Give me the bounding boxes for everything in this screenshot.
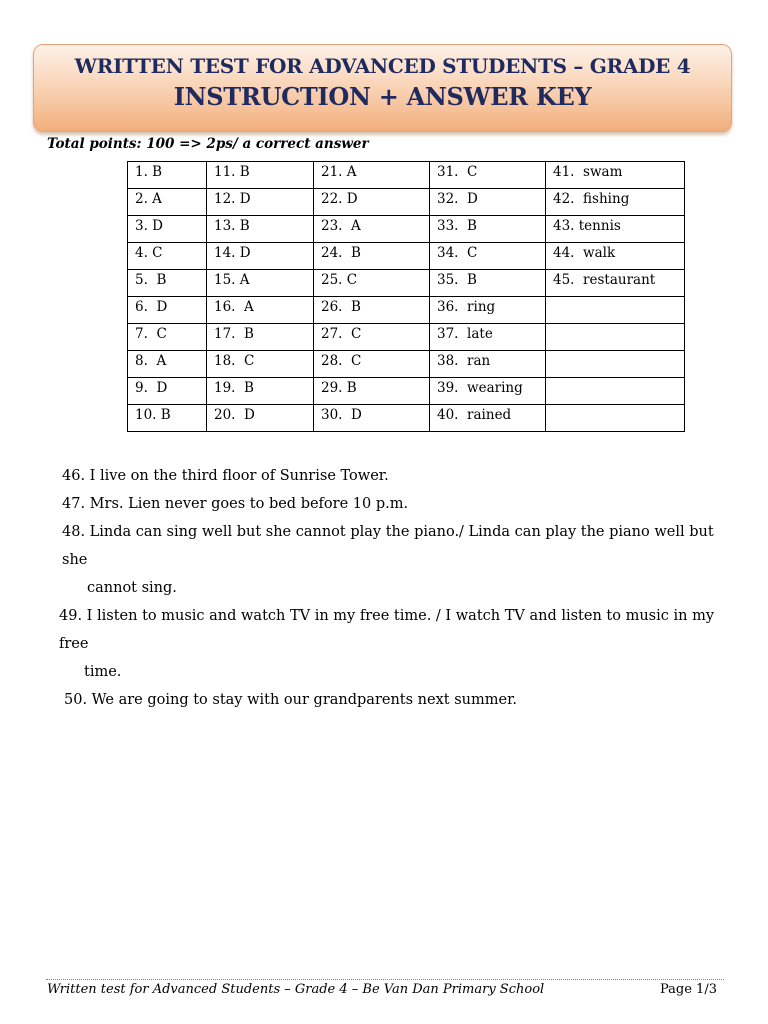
answer-key-row <box>128 405 685 432</box>
answer-key-cell: 36. ring <box>430 297 546 324</box>
answer-key-cell: 6. D <box>128 297 207 324</box>
total-points: Total points: 100 => 2ps/ a correct answer <box>47 136 369 152</box>
sentence-48 <box>62 518 742 602</box>
sentence-text: 50. We are going to stay with our grandparents next summer. <box>64 692 518 708</box>
answer-key-cell: 2. A <box>128 189 207 216</box>
sentence-50 <box>64 686 742 714</box>
answer-key-cell: 31. C <box>430 162 546 189</box>
sentence-text: 49. I listen to music and watch TV in my free time. / I watch TV and listen to music in my free <box>59 608 715 652</box>
title-line-1: WRITTEN TEST FOR ADVANCED STUDENTS – GRADE 4 <box>74 54 691 78</box>
answer-key-cell: 18. C <box>207 351 314 378</box>
answer-key-cell: 24. B <box>314 243 430 270</box>
answer-key-cell: 17. B <box>207 324 314 351</box>
footer-school: Written test for Advanced Students – Grade 4 – Be Van Dan Primary School <box>47 982 545 997</box>
answer-key-cell: 21. A <box>314 162 430 189</box>
sentence-text: 46. I live on the third floor of Sunrise Tower. <box>62 468 389 484</box>
answer-key-cell: 19. B <box>207 378 314 405</box>
answer-key-row <box>128 243 685 270</box>
answer-key-cell: 12. D <box>207 189 314 216</box>
sentence-46 <box>62 462 742 490</box>
sentence-text: 48. Linda can sing well but she cannot play the piano./ Linda can play the piano well but she <box>62 524 714 568</box>
answer-key-cell: 39. wearing <box>430 378 546 405</box>
sentence-text: 47. Mrs. Lien never goes to bed before 10 p.m. <box>62 496 409 512</box>
sentence-answers <box>59 462 742 714</box>
sentence-49 <box>59 602 742 686</box>
answer-key-cell: 37. late <box>430 324 546 351</box>
answer-key-cell: 23. A <box>314 216 430 243</box>
answer-key-row <box>128 351 685 378</box>
answer-key-cell: 10. B <box>128 405 207 432</box>
footer-divider <box>46 979 724 980</box>
answer-key-cell: 3. D <box>128 216 207 243</box>
footer-page-number: Page 1/3 <box>660 982 717 997</box>
answer-key-row <box>128 378 685 405</box>
answer-key-cell: 5. B <box>128 270 207 297</box>
answer-key-cell: 41. swam <box>546 162 685 189</box>
answer-key-cell: 16. A <box>207 297 314 324</box>
answer-key-row <box>128 189 685 216</box>
answer-key-cell: 42. fishing <box>546 189 685 216</box>
answer-key-cell: 20. D <box>207 405 314 432</box>
answer-key-cell: 43. tennis <box>546 216 685 243</box>
answer-key-cell: 38. ran <box>430 351 546 378</box>
answer-key-cell: 35. B <box>430 270 546 297</box>
answer-key-cell <box>546 405 685 432</box>
answer-key-row <box>128 270 685 297</box>
title-banner <box>33 44 732 132</box>
sentence-continuation: cannot sing. <box>87 580 177 596</box>
answer-key-cell: 32. D <box>430 189 546 216</box>
answer-key-cell: 30. D <box>314 405 430 432</box>
answer-key-cell: 4. C <box>128 243 207 270</box>
answer-key-cell: 7. C <box>128 324 207 351</box>
answer-key-row <box>128 216 685 243</box>
answer-key-cell: 33. B <box>430 216 546 243</box>
answer-key-cell: 9. D <box>128 378 207 405</box>
answer-key-cell: 34. C <box>430 243 546 270</box>
answer-key-cell: 13. B <box>207 216 314 243</box>
answer-key-cell: 1. B <box>128 162 207 189</box>
answer-key-cell <box>546 297 685 324</box>
title-line-2: INSTRUCTION + ANSWER KEY <box>173 82 592 111</box>
answer-key-cell: 28. C <box>314 351 430 378</box>
answer-key-row <box>128 297 685 324</box>
answer-key-cell <box>546 324 685 351</box>
answer-key-cell <box>546 378 685 405</box>
answer-key-row <box>128 162 685 189</box>
answer-key-cell: 26. B <box>314 297 430 324</box>
sentence-47 <box>62 490 742 518</box>
answer-key-cell: 29. B <box>314 378 430 405</box>
answer-key-cell: 14. D <box>207 243 314 270</box>
answer-key-cell: 22. D <box>314 189 430 216</box>
answer-key-row <box>128 324 685 351</box>
answer-key-cell: 11. B <box>207 162 314 189</box>
answer-key-cell: 40. rained <box>430 405 546 432</box>
answer-key-cell <box>546 351 685 378</box>
answer-key-cell: 25. C <box>314 270 430 297</box>
answer-key-cell: 45. restaurant <box>546 270 685 297</box>
answer-key-cell: 8. A <box>128 351 207 378</box>
answer-key-cell: 15. A <box>207 270 314 297</box>
answer-key-cell: 44. walk <box>546 243 685 270</box>
answer-key-cell: 27. C <box>314 324 430 351</box>
answer-key-table <box>127 161 685 432</box>
sentence-continuation: time. <box>84 664 122 680</box>
